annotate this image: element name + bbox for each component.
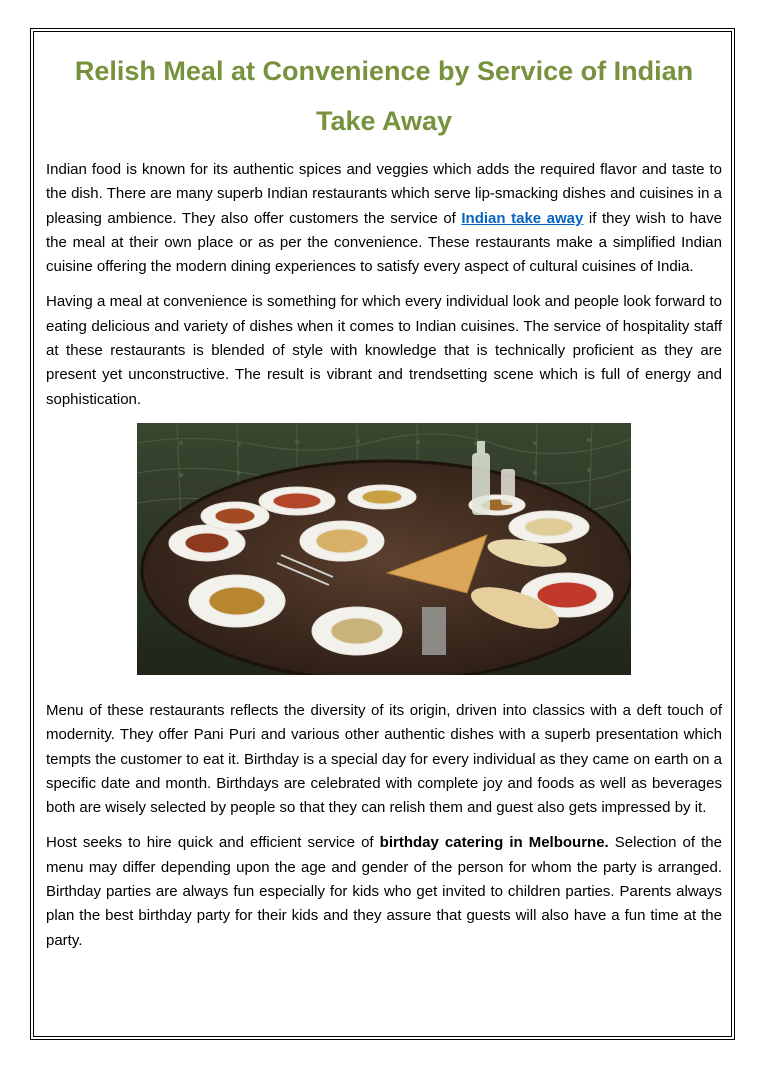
paragraph-4-text-a: Host seeks to hire quick and efficient service of (46, 834, 380, 852)
paragraph-2: Having a meal at convenience is something for which every individual look and people look forward to eating delicious and variety of dishes when it comes to Indian cuisines. The service of hospitality staff at these restaurants is blended of style with knowledge that is technically proficient as they are present yet unconstructive. The result is vibrant and trendsetting scene which is full of energy and sophistication. (46, 293, 722, 408)
page-title: Relish Meal at Convenience by Service of Indian Take Away (74, 56, 694, 136)
paragraph-3: Menu of these restaurants reflects the diversity of its origin, driven into classics with a deft touch of modernity. They offer Pani Puri and various other authentic dishes with a superb presentation which tempts the customer to eat it. Birthday is a special day for every individual as they came on earth on a specific date and month. Birthdays are celebrated with complete joy and foods as well as beverages both are wisely selected by people so that they can relish them and guest also gets impressed by it. (46, 701, 722, 817)
paragraph-4 (46, 831, 722, 952)
indian-take-away-link[interactable]: Indian take away (461, 209, 584, 227)
paragraph-1-text-b: if they wish to have the meal at their own place or as per the convenience. These restaurants make a simplified Indian cuisine offering the modern dining experiences to satisfy every aspect of cultural cuisines of India. (46, 209, 722, 276)
document-body (46, 46, 722, 964)
food-table-photo (137, 423, 631, 675)
food-table-illustration (137, 423, 631, 675)
paragraph-1-text-a: Indian food is known for its authentic spices and veggies which adds the required flavor and taste to the dish. There are many superb Indian restaurants which serve lip-smacking dishes and cuisines in a pleasing ambience. They also offer customers the service of (46, 161, 722, 227)
paragraph-4-text-b: Selection of the menu may differ depending upon the age and gender of the person for whom the party is arranged. Birthday parties are always fun especially for kids who get invited to children parties. Parents always plan the best birthday party for their kids and they assure that guests will also have a fun time at the party. (46, 834, 722, 949)
paragraph-1 (46, 158, 722, 279)
birthday-catering-bold: birthday catering in Melbourne. (379, 834, 609, 852)
